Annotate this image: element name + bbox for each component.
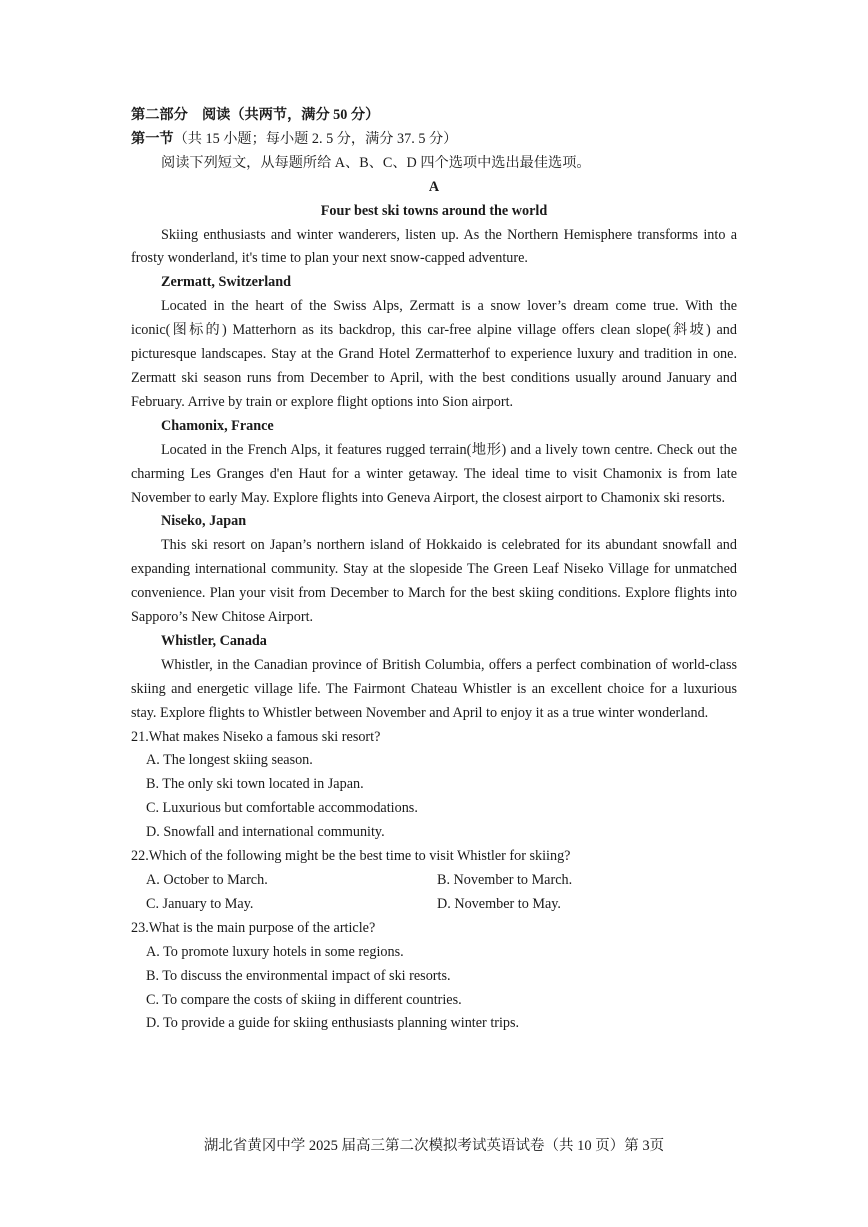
question-stem: 21.What makes Niseko a famous ski resort? [131,728,381,745]
town-heading: Niseko, Japan [161,513,247,530]
answer-option: C. January to May. [146,895,254,912]
answer-option: D. Snowfall and international community. [146,824,385,841]
section-subheading [131,128,737,152]
answer-option: B. November to March. [437,872,573,888]
answer-option: A. The longest skiing season. [146,752,313,769]
passage-intro: Skiing enthusiasts and winter wanderers, listen up. As the Northern Hemisphere transforms into a frosty wonderland, it's time to plan your next snow-capped adventure. [131,226,737,267]
answer-option: C. To compare the costs of skiing in different countries. [146,991,462,1008]
town-heading: Zermatt, Switzerland [161,274,292,291]
section-heading: 第二部分 阅读（共两节，满分 50 分） [131,107,380,123]
page-footer: 湖北省黄冈中学 2025 届高三第二次模拟考试英语试卷（共 10 页）第 3页 [203,1138,665,1154]
answer-option-row [131,893,737,917]
exam-page [131,104,737,1036]
town-paragraph: Located in the French Alps, it features rugged terrain(地形) and a lively town centre. Check out the charming Les Granges d'en Haut for a winter getaway. The ideal time to visit Chamonix is from late November to early May. Explore flights into Geneva Airport, the closest airport to Chamonix ski resorts. [131,441,737,506]
passage-title: Four best ski towns around the world [320,202,548,219]
town-paragraph: This ski resort on Japan’s northern island of Hokkaido is celebrated for its abundant snowfall and expanding international community. Stay at the slopeside The Green Leaf Niseko Village for unmatched convenience. Plan your visit from December to March for the best skiing conditions. Explore flights into Sapporo’s New Chitose Airport. [131,537,737,626]
answer-option: D. November to May. [437,895,561,912]
passage-letter: A [428,178,440,195]
answer-option: B. To discuss the environmental impact of ski resorts. [146,967,451,984]
subsection-scoring: （共 15 小题；每小题 2. 5 分，满分 37. 5 分） [173,130,458,147]
answer-option-row [131,869,737,893]
answer-option: D. To provide a guide for skiing enthusiasts planning winter trips. [146,1015,520,1032]
question-stem: 23.What is the main purpose of the article? [131,919,376,936]
answer-option: A. October to March. [146,872,268,888]
town-heading: Whistler, Canada [161,632,267,649]
town-paragraph: Whistler, in the Canadian province of British Columbia, offers a perfect combination of world-class skiing and energetic village life. The Fairmont Chateau Whistler is an excellent choice for a luxurious stay. Explore flights to Whistler between November and April to enjoy it as a true winter wonderland. [131,656,737,721]
instruction: 阅读下列短文，从每题所给 A、B、C、D 四个选项中选出最佳选项。 [161,154,591,171]
town-heading: Chamonix, France [161,417,274,434]
town-paragraph: Located in the heart of the Swiss Alps, Zermatt is a snow lover’s dream come true. With the iconic(图标的) Matterhorn as its backdrop, this car-free alpine village offers clean slope(斜坡) and picturesque landscapes. Stay at the Grand Hotel Zermatterhof to experience luxury and tradition in one. Zermatt ski season runs from December to April, with the best conditions usually around January and February. Arrive by train or explore flight options into Sion airport. [131,298,737,410]
subsection-label: 第一节 [131,130,174,147]
answer-option: C. Luxurious but comfortable accommodations. [146,800,418,817]
question-stem: 22.Which of the following might be the best time to visit Whistler for skiing? [131,848,571,865]
answer-option: A. To promote luxury hotels in some regions. [146,943,404,960]
answer-option: B. The only ski town located in Japan. [146,776,364,793]
